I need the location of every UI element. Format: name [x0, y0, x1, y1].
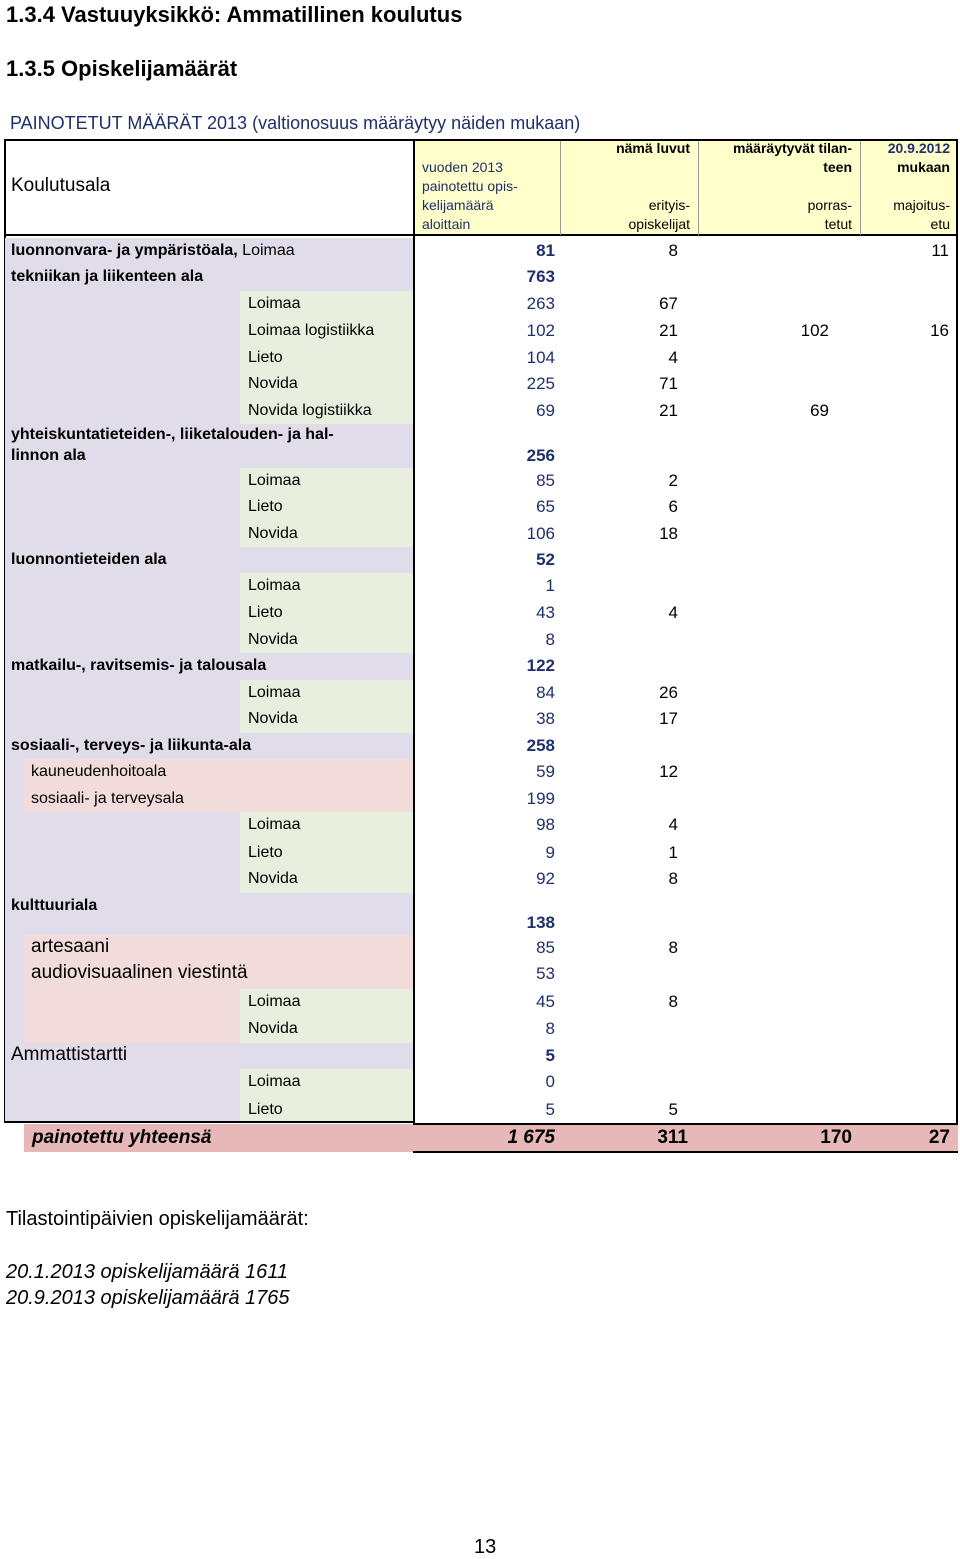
cell-painotettu: 225 [526, 374, 555, 393]
row-label [248, 993, 300, 1011]
row-label [11, 657, 266, 675]
row-label [248, 375, 298, 393]
cell-erityis: 21 [659, 321, 678, 340]
header-bottom-border [4, 234, 958, 236]
cell-painotettu: 43 [536, 603, 555, 622]
table-row [5, 424, 958, 468]
footer-title: Tilastointipäivien opiskelijamäärät: [6, 1208, 309, 1230]
row-label-text: Lieto [248, 498, 283, 515]
table-row [5, 961, 958, 989]
row-label [248, 684, 300, 702]
cell-erityis: 2 [668, 471, 678, 490]
row-label-text: Lieto [248, 604, 283, 621]
table-row [5, 238, 958, 264]
cell-painotettu: 69 [536, 401, 555, 420]
row-label-text: Novida [248, 375, 298, 392]
row-label [248, 1073, 300, 1091]
cell-painotettu: 81 [536, 241, 555, 260]
cell-majoitus: 11 [931, 241, 949, 260]
cell-painotettu: 102 [526, 321, 555, 340]
cell-erityis: 67 [659, 294, 678, 313]
row-label-text: Loimaa [248, 472, 301, 489]
cell-erityis: 8 [668, 241, 678, 260]
row-label-text: Novida [248, 525, 298, 542]
table-row [5, 521, 958, 547]
row-label [11, 551, 167, 569]
cell-painotettu: 122 [526, 656, 555, 675]
row-label-text: Novida [248, 631, 298, 648]
row-label-text: Novida [248, 710, 298, 727]
row-label-text: Loimaa [248, 684, 301, 701]
row-label-text: Lieto [248, 1101, 283, 1118]
header-maaraytyvat-line2: teen [823, 159, 852, 175]
header-nama-luvut: nämä luvut [616, 140, 690, 156]
header-divider-2 [698, 141, 699, 235]
cell-porrastetut: 69 [810, 401, 829, 420]
table-row [5, 680, 958, 706]
table-row [5, 494, 958, 521]
row-label [248, 525, 298, 543]
cell-majoitus: 16 [930, 321, 949, 340]
cell-painotettu: 85 [536, 471, 555, 490]
total-painotettu: 1 675 [507, 1127, 555, 1148]
cell-painotettu: 9 [545, 843, 555, 862]
table-row [5, 840, 958, 866]
table-row [5, 866, 958, 893]
cell-painotettu: 256 [526, 446, 555, 465]
cell-erityis: 71 [659, 374, 678, 393]
cell-erityis: 12 [659, 762, 678, 781]
cell-erityis: 8 [668, 869, 678, 888]
row-label [11, 242, 295, 260]
row-label-text: Novida [248, 1020, 298, 1037]
row-label [11, 897, 97, 915]
row-label [31, 763, 166, 781]
cell-painotettu: 45 [536, 992, 555, 1011]
total-row-top-border [413, 1123, 958, 1125]
table-row [5, 893, 958, 935]
header-col1-line1: vuoden 2013 [422, 159, 503, 175]
row-label [248, 844, 283, 862]
table-row [5, 1043, 958, 1069]
row-label [11, 1044, 127, 1066]
cell-painotettu: 258 [526, 736, 555, 755]
cell-painotettu: 59 [536, 762, 555, 781]
row-label [248, 402, 372, 420]
row-label [248, 604, 283, 622]
cell-painotettu: 65 [536, 497, 555, 516]
header-col1-line3: kelijamäärä [422, 197, 494, 213]
table-row [5, 547, 958, 573]
row-label-text: Loimaa logistiikka [248, 322, 375, 339]
row-label-text: kauneudenhoitoala [31, 763, 167, 780]
row-label-text: Loimaa [248, 816, 301, 833]
table-row [5, 371, 958, 398]
row-label-text: Loimaa [248, 1073, 301, 1090]
table-row [5, 345, 958, 371]
footer-line-1: 20.1.2013 opiskelijamäärä 1611 [6, 1261, 289, 1283]
row-label [11, 737, 251, 755]
header-divider-1 [560, 141, 561, 235]
header-majoitus-line2: etu [930, 216, 950, 232]
row-label-text: Novida logistiikka [248, 402, 372, 419]
cell-erityis: 26 [659, 683, 678, 702]
row-label-text: Loimaa [248, 577, 301, 594]
table-row [5, 1069, 958, 1097]
cell-erityis: 8 [668, 992, 678, 1011]
header-col1-line2: painotettu opis- [422, 178, 518, 194]
row-label-text: luonnonvara- ja ympäristöala, [11, 242, 238, 259]
cell-painotettu: 199 [526, 789, 555, 808]
table-row [5, 935, 958, 961]
cell-painotettu: 53 [536, 964, 555, 983]
section-heading-1-3-5: 1.3.5 Opiskelijamäärät [6, 56, 238, 81]
row-label-text: tekniikan ja liikenteen ala [11, 268, 204, 285]
row-label-text: Ammattistartti [11, 1044, 128, 1065]
table-row [5, 468, 958, 494]
total-majoitus: 27 [928, 1127, 950, 1148]
cell-painotettu: 5 [545, 1046, 555, 1065]
row-label-text: yhteiskuntatieteiden-, liiketalouden- ja hal- [11, 426, 334, 443]
row-label [248, 631, 298, 649]
row-label-text: sosiaali-, terveys- ja liikunta-ala [11, 737, 252, 754]
table-row [5, 1097, 958, 1122]
row-label [31, 936, 109, 958]
row-label-text: Loimaa [248, 295, 301, 312]
row-label [248, 710, 298, 728]
table-row [5, 812, 958, 840]
cell-painotettu: 106 [526, 524, 555, 543]
table-row [5, 706, 958, 733]
cell-painotettu: 98 [536, 815, 555, 834]
row-label [248, 349, 283, 367]
header-divider-3 [860, 141, 861, 235]
header-mukaan: mukaan [897, 159, 950, 175]
cell-painotettu: 5 [545, 1100, 555, 1119]
table-row [5, 318, 958, 345]
row-label [248, 472, 300, 490]
header-erityis-line1: erityis- [648, 197, 690, 213]
table-body-bottom-border [4, 1121, 415, 1123]
cell-painotettu: 52 [536, 550, 555, 569]
header-maaraytyvat-line1: määräytyvät tilan- [732, 140, 852, 156]
total-row-bottom-border [413, 1151, 958, 1153]
table-row [5, 264, 958, 291]
cell-erityis: 8 [668, 938, 678, 957]
cell-painotettu: 8 [545, 630, 555, 649]
row-label-text: kulttuuriala [11, 897, 98, 914]
table-row [5, 600, 958, 627]
table-row [5, 786, 958, 812]
row-label-text: Loimaa [248, 993, 301, 1010]
row-label [31, 962, 248, 984]
row-label [248, 816, 300, 834]
table-row [5, 759, 958, 786]
cell-painotettu: 1 [545, 576, 555, 595]
row-label-text-line2: linnon ala [11, 447, 86, 464]
cell-painotettu: 38 [536, 709, 555, 728]
row-label-text: sosiaali- ja terveysala [31, 790, 184, 807]
row-bg-subfield-strip [24, 1016, 240, 1043]
cell-erityis: 4 [668, 603, 678, 622]
table-row [5, 398, 958, 424]
row-label [31, 790, 184, 808]
row-label-text: audiovisuaalinen viestintä [31, 962, 248, 983]
table-row [5, 653, 958, 680]
page-number: 13 [474, 1536, 497, 1558]
cell-painotettu: 104 [526, 348, 555, 367]
row-label [248, 1020, 298, 1038]
total-porrastetut: 170 [820, 1127, 852, 1148]
row-label-text: artesaani [31, 936, 110, 957]
header-porrastetut-line1: porras- [807, 197, 852, 213]
row-label-text: luonnontieteiden ala [11, 551, 167, 568]
row-label [248, 870, 298, 888]
row-label [11, 268, 203, 286]
header-koulutusala: Koulutusala [11, 175, 111, 196]
cell-erityis: 18 [659, 524, 678, 543]
table-row [5, 733, 958, 759]
row-label-text: Lieto [248, 844, 283, 861]
cell-painotettu: 85 [536, 938, 555, 957]
row-label [248, 577, 300, 595]
row-label-text: Lieto [248, 349, 283, 366]
cell-porrastetut: 102 [800, 321, 829, 340]
table-row [5, 1016, 958, 1043]
header-porrastetut-line2: tetut [824, 216, 852, 232]
cell-erityis: 21 [659, 401, 678, 420]
header-col1-line4: aloittain [422, 216, 471, 232]
cell-painotettu: 92 [536, 869, 555, 888]
cell-painotettu: 138 [526, 913, 555, 932]
row-label [248, 322, 374, 340]
cell-painotettu: 763 [526, 267, 555, 286]
row-label-text: Novida [248, 870, 298, 887]
row-label-location: Loimaa [237, 242, 295, 259]
row-bg-subfield-strip [24, 989, 240, 1016]
cell-painotettu: 0 [545, 1072, 555, 1091]
row-label [248, 295, 300, 313]
table-row [5, 291, 958, 318]
cell-erityis: 17 [659, 709, 678, 728]
row-label [11, 424, 334, 466]
cell-erityis: 4 [668, 348, 678, 367]
cell-erityis: 5 [668, 1100, 678, 1119]
table-row [5, 627, 958, 653]
cell-erityis: 1 [668, 843, 678, 862]
cell-erityis: 4 [668, 815, 678, 834]
footer-line-2: 20.9.2013 opiskelijamäärä 1765 [6, 1287, 290, 1309]
total-erityis: 311 [657, 1127, 688, 1148]
section-heading-1-3-4: 1.3.4 Vastuuyksikkö: Ammatillinen koulutus [6, 2, 463, 27]
table-row [5, 989, 958, 1016]
row-label [248, 498, 283, 516]
header-majoitus-line1: majoitus- [893, 197, 950, 213]
total-label: painotettu yhteensä [32, 1127, 212, 1148]
cell-painotettu: 263 [526, 294, 555, 313]
header-erityis-line2: opiskelijat [628, 216, 690, 232]
cell-painotettu: 84 [536, 683, 555, 702]
header-date: 20.9.2012 [887, 140, 950, 156]
table-subtitle: PAINOTETUT MÄÄRÄT 2013 (valtionosuus määräytyy näiden mukaan) [10, 113, 581, 133]
table-row [5, 573, 958, 600]
cell-painotettu: 8 [545, 1019, 555, 1038]
row-label-text: matkailu-, ravitsemis- ja talousala [11, 657, 267, 674]
cell-erityis: 6 [668, 497, 678, 516]
row-label [248, 1101, 283, 1119]
